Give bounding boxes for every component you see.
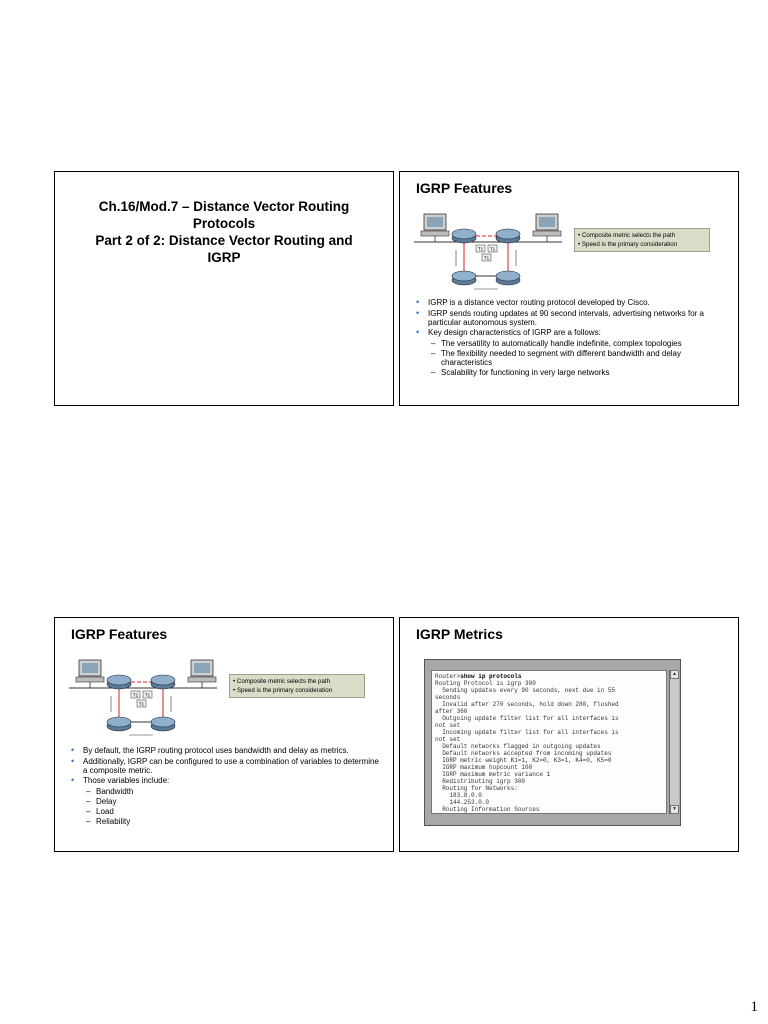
bullet-list <box>65 746 385 827</box>
bullet-item: • IGRP sends routing updates at 90 second intervals, advertising networks for a particular autonomous system. <box>410 309 730 327</box>
scroll-down-icon[interactable]: ▼ <box>670 805 679 814</box>
terminal-line: seconds <box>435 694 461 701</box>
terminal-output <box>431 670 667 814</box>
terminal-window <box>424 659 681 826</box>
workstation-icon <box>421 214 449 242</box>
callout-line: • Speed is the primary consideration <box>233 687 333 694</box>
title-line: Part 2 of 2: Distance Vector Routing and <box>95 233 353 248</box>
bullet-item: • IGRP is a distance vector routing protocol developed by Cisco. <box>410 298 730 307</box>
router-icon <box>151 717 175 731</box>
sub-bullet-item: – The versatility to automatically handle indefinite, complex topologies <box>410 339 730 348</box>
slide-title-card <box>54 171 394 406</box>
terminal-line: 183.8.0.0 <box>435 792 482 799</box>
callout-box <box>574 228 710 252</box>
terminal-line: Routing Protocol is igrp 300 <box>435 680 536 687</box>
terminal-line: IGRP maximum metric variance 1 <box>435 771 551 778</box>
title-line: Ch.16/Mod.7 – Distance Vector Routing <box>98 199 350 214</box>
callout-line: • Composite metric selects the path <box>233 678 331 685</box>
workstation-icon <box>533 214 561 242</box>
workstation-icon <box>188 660 216 688</box>
callout-line: • Speed is the primary consideration <box>578 241 678 248</box>
terminal-line: not set <box>435 736 461 743</box>
terminal-line: after 360 <box>435 708 468 715</box>
slide-igrp-metrics <box>399 617 739 852</box>
terminal-line: 144.253.0.0 <box>435 799 490 806</box>
link-label: T1 <box>132 692 139 698</box>
terminal-line: Sending updates every 90 seconds, next due in 55 <box>435 687 616 694</box>
title-slide-heading <box>55 198 393 266</box>
terminal-line: Routing for Networks: <box>435 785 518 792</box>
bullet-item: • Those variables include: <box>65 776 385 785</box>
terminal-line: not set <box>435 722 461 729</box>
terminal-command: show ip protocols <box>460 673 522 680</box>
sub-bullet-item: – Scalability for functioning in very large networks <box>410 368 730 377</box>
terminal-line: IGRP maximum hopcount 100 <box>435 764 533 771</box>
terminal-line: Incoming update filter list for all interfaces is <box>435 729 619 736</box>
terminal-line: Invalid after 270 seconds, hold down 280, flushed <box>435 701 619 708</box>
slide-igrp-features-1 <box>399 171 739 406</box>
bullet-item: • By default, the IGRP routing protocol uses bandwidth and delay as metrics. <box>65 746 385 755</box>
network-topology-diagram <box>412 210 570 292</box>
title-line: Protocols <box>192 216 256 231</box>
network-topology-diagram <box>67 656 225 738</box>
bullet-item: • Key design characteristics of IGRP are a follows: <box>410 328 730 337</box>
bullet-list <box>410 298 730 378</box>
callout-line: • Composite metric selects the path <box>578 232 676 239</box>
terminal-command-line <box>435 673 663 680</box>
link-label: T1 <box>483 255 490 261</box>
router-icon <box>107 675 131 689</box>
workstation-icon <box>76 660 104 688</box>
router-icon <box>151 675 175 689</box>
scroll-up-icon[interactable]: ▲ <box>670 670 679 679</box>
callout-box <box>229 674 365 698</box>
terminal-line: IGRP metric weight K1=1, K2=0, K3=1, K4=0, K5=0 <box>435 757 612 764</box>
sub-bullet-item: – Bandwidth <box>65 787 385 796</box>
router-icon <box>496 271 520 285</box>
router-icon <box>496 229 520 243</box>
slide-title: IGRP Features <box>71 626 168 642</box>
router-icon <box>452 229 476 243</box>
slide-igrp-features-2 <box>54 617 394 852</box>
terminal-scrollbar[interactable] <box>669 670 679 814</box>
terminal-line: Routing Information Sources <box>435 806 540 813</box>
bullet-item: • Additionally, IGRP can be configured to use a combination of variables to determine a composite metric. <box>65 757 385 775</box>
terminal-line: Outgoing update filter list for all interfaces is <box>435 715 619 722</box>
slide-title: IGRP Features <box>416 180 513 196</box>
page-number: 1 <box>750 999 758 1015</box>
link-label: T1 <box>144 692 151 698</box>
link-label: T1 <box>489 246 496 252</box>
terminal-prompt: Router> <box>435 673 461 680</box>
router-icon <box>107 717 131 731</box>
sub-bullet-item: – Load <box>65 807 385 816</box>
link-label: T1 <box>477 246 484 252</box>
sub-bullet-item: – The flexibility needed to segment with different bandwidth and delay characteristics <box>410 349 730 367</box>
router-icon <box>452 271 476 285</box>
sub-bullet-item: – Reliability <box>65 817 385 826</box>
terminal-line: Default networks flagged in outgoing updates <box>435 743 601 750</box>
sub-bullet-item: – Delay <box>65 797 385 806</box>
link-label: T1 <box>138 701 145 707</box>
terminal-line: Redistributing igrp 300 <box>435 778 526 785</box>
title-line: IGRP <box>207 250 241 265</box>
slide-title: IGRP Metrics <box>416 626 503 642</box>
terminal-line: Default networks accepted from incoming updates <box>435 750 612 757</box>
